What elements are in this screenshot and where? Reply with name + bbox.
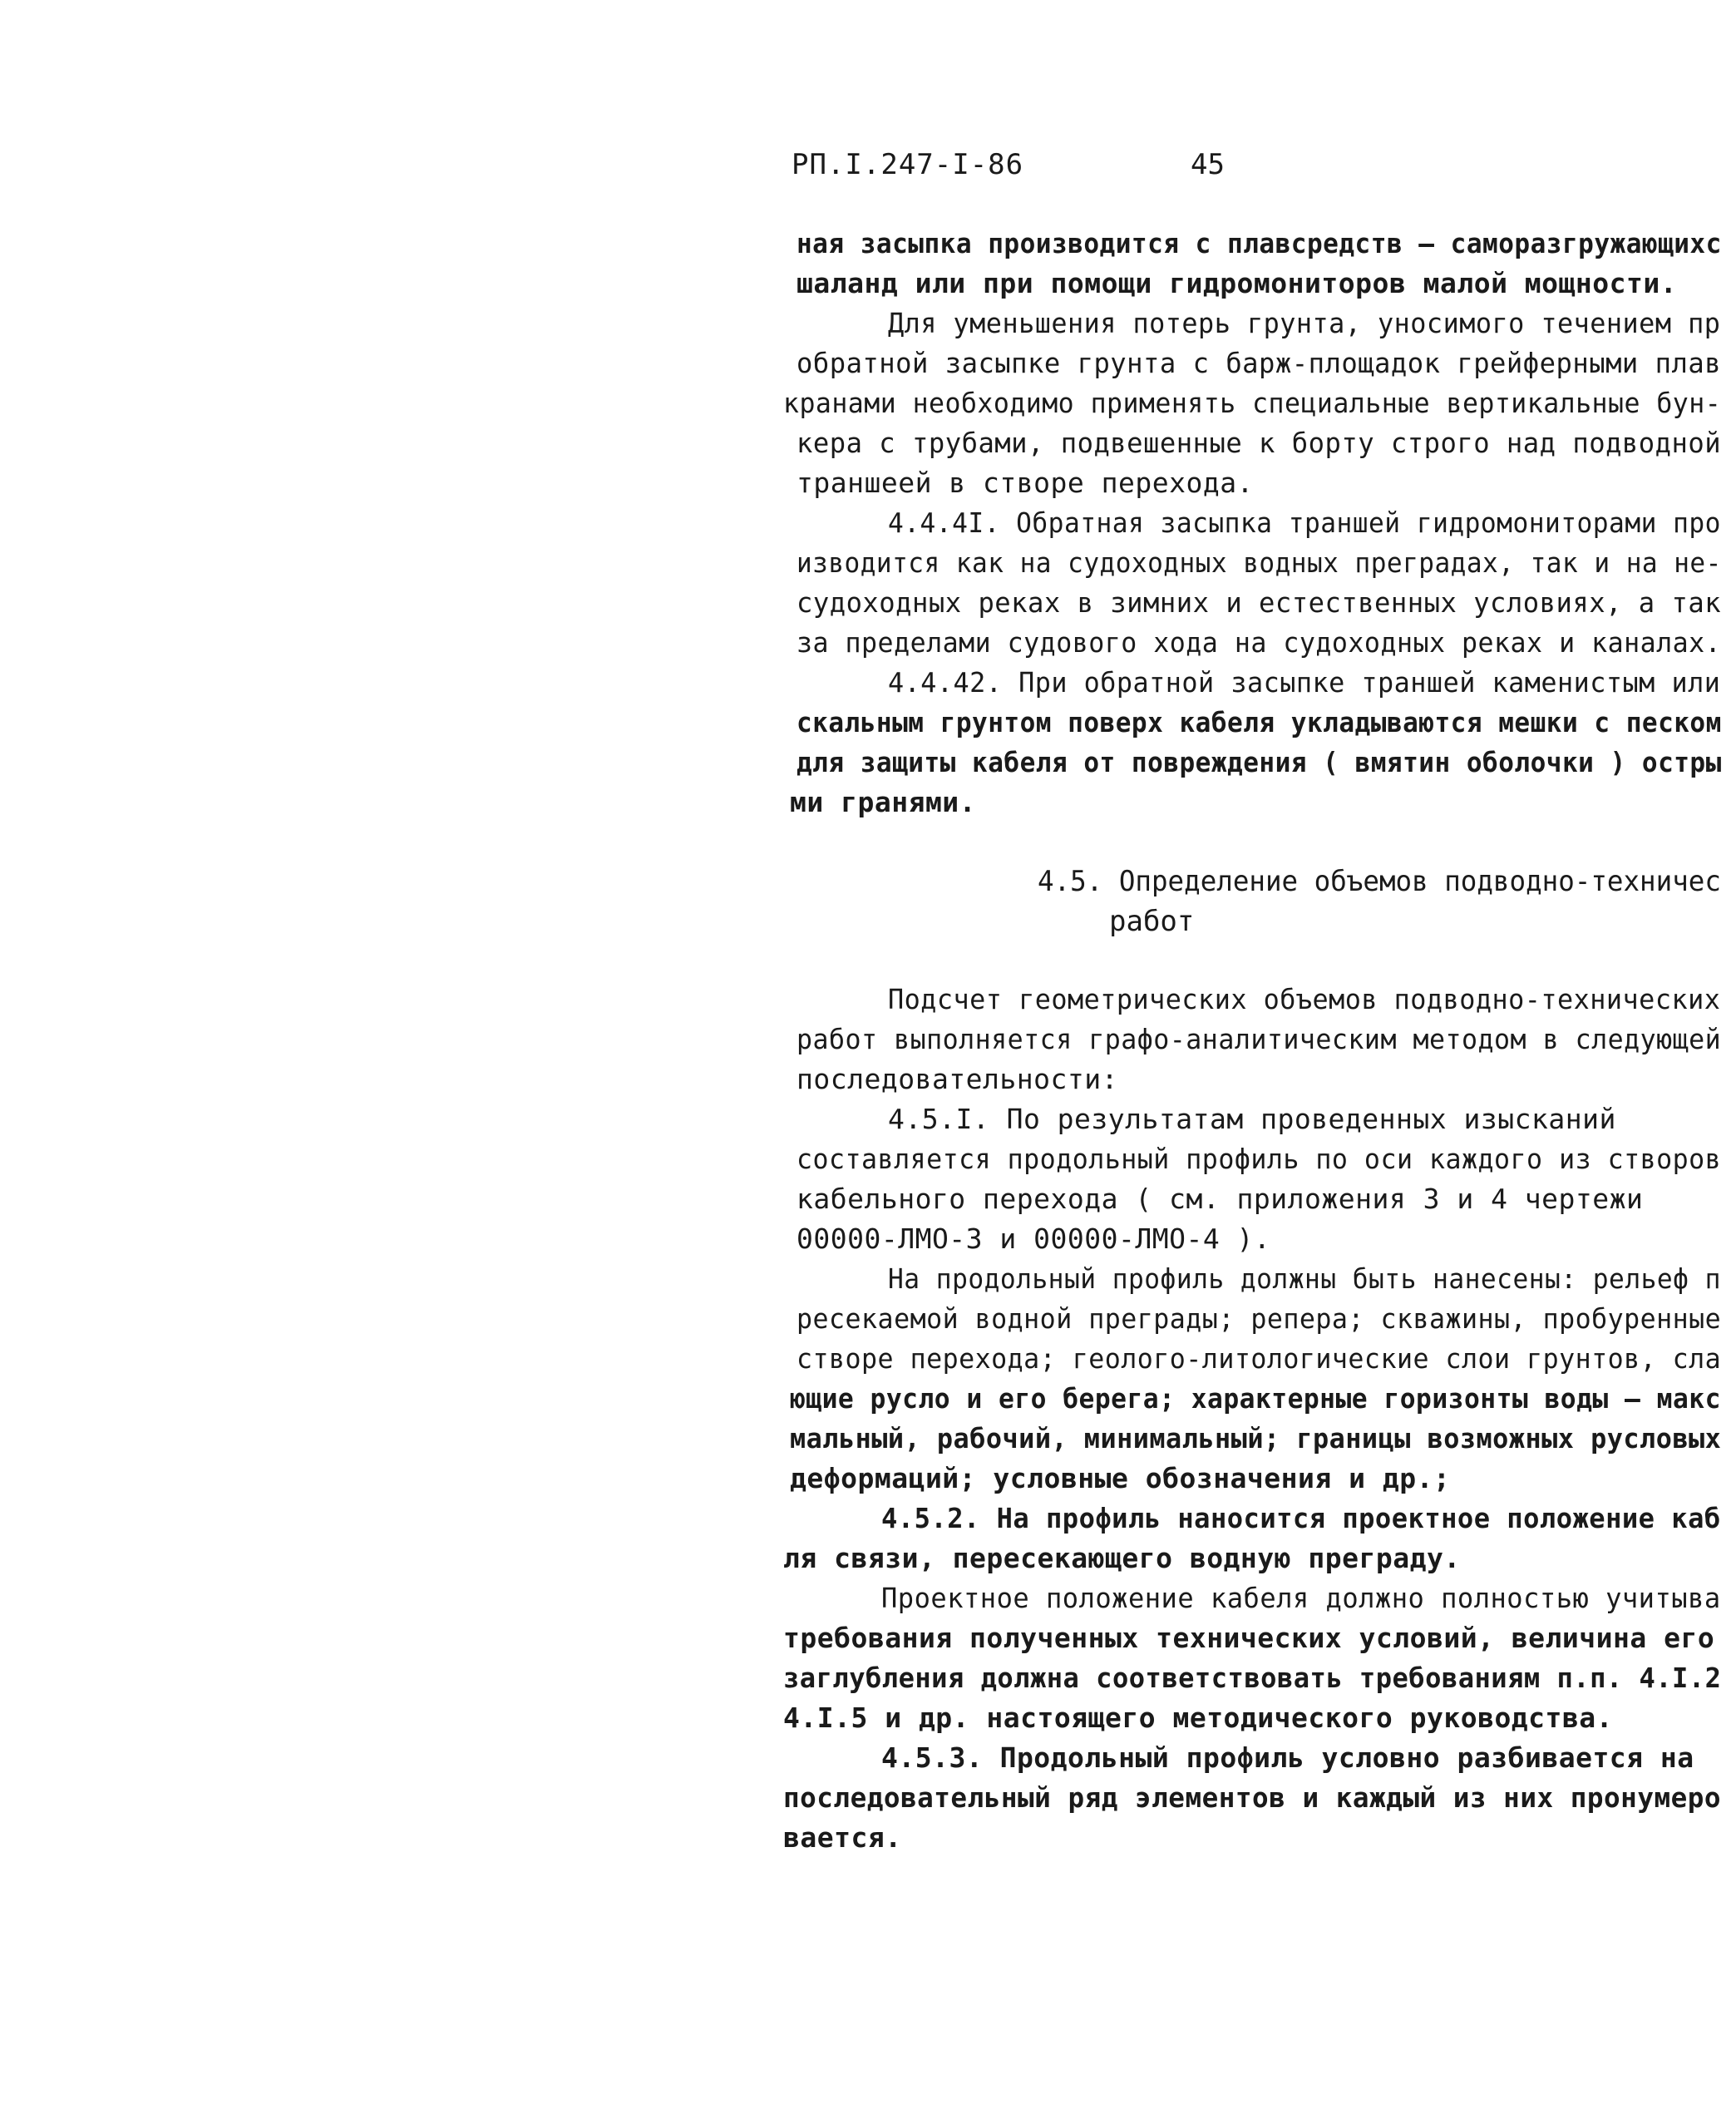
text-line: Проектное положение кабеля должно полностью учитыва: [881, 1582, 1721, 1614]
text-line: кабельного перехода ( см. приложения 3 и 4 чертежи: [796, 1183, 1644, 1215]
text-line: ющие русло и его берега; характерные горизонты воды – макс: [790, 1382, 1721, 1415]
text-line: ми гранями.: [790, 786, 977, 818]
text-line: вается.: [783, 1821, 902, 1854]
text-line: 4.I.5 и др. настоящего методического руководства.: [783, 1701, 1614, 1734]
text-line: траншеей в створе перехода.: [796, 467, 1254, 499]
text-line: шаланд или при помощи гидромониторов малой мощности.: [796, 267, 1678, 299]
text-line: Подсчет геометрических объемов подводно-технических: [888, 983, 1721, 1015]
text-line: 4.5.2. На профиль наносится проектное положение каб: [881, 1502, 1721, 1534]
text-line: ля связи, пересекающего водную преграду.: [783, 1542, 1461, 1574]
section-heading: 4.5. Определение объемов подводно-техничес: [1038, 865, 1721, 898]
text-line: заглубления должна соответствовать требованиям п.п. 4.I.2: [783, 1662, 1722, 1694]
text-line: 4.4.42. При обратной засыпке траншей каменистым или: [888, 666, 1721, 699]
text-line: деформаций; условные обозначения и др.;: [790, 1462, 1451, 1494]
text-line: изводится как на судоходных водных преградах, так и на не-: [796, 546, 1722, 579]
text-line: судоходных реках в зимних и естественных условиях, а так: [796, 586, 1722, 619]
text-line: составляется продольный профиль по оси каждого из створов: [796, 1143, 1722, 1175]
text-line: работ выполняется графо-аналитическим методом в следующей: [796, 1023, 1722, 1055]
text-line: 4.5.3. Продольный профиль условно разбивается на: [881, 1741, 1694, 1774]
text-line: На продольный профиль должны быть нанесены: рельеф п: [888, 1262, 1721, 1295]
text-line: скальным грунтом поверх кабеля укладываются мешки с песком: [796, 706, 1722, 738]
text-line: ресекаемой водной преграды; репера; скважины, пробуренные: [796, 1302, 1722, 1335]
text-line: 4.5.I. По результатам проведенных изысканий: [888, 1103, 1616, 1135]
text-line: створе перехода; геолого-литологические слои грунтов, сла: [796, 1342, 1722, 1375]
text-line: последовательный ряд элементов и каждый из них пронумеро: [783, 1781, 1722, 1814]
document-code: РП.I.247-I-86: [792, 148, 1024, 181]
text-line: требования полученных технических условий, величина его: [783, 1622, 1715, 1654]
text-line: за пределами судового хода на судоходных реках и каналах.: [796, 626, 1722, 659]
text-line: для защиты кабеля от повреждения ( вмятин оболочки ) остры: [796, 746, 1722, 778]
text-line: мальный, рабочий, минимальный; границы возможных русловых: [790, 1422, 1722, 1455]
page-number: 45: [1191, 148, 1225, 181]
text-line: кера с трубами, подвешенные к борту строго над подводной: [796, 427, 1722, 459]
text-line: последовательности:: [796, 1063, 1118, 1095]
text-line: обратной засыпке грунта с барж-площадок грейферными плав: [796, 347, 1722, 379]
text-line: Для уменьшения потерь грунта, уносимого течением пр: [888, 307, 1721, 339]
text-line: 00000-ЛМО-3 и 00000-ЛМО-4 ).: [796, 1222, 1271, 1255]
text-line: ная засыпка производится с плавсредств – саморазгружающихс: [796, 227, 1722, 259]
section-heading-continuation: работ: [1109, 905, 1195, 938]
text-line: 4.4.4I. Обратная засыпка траншей гидромониторами про: [888, 506, 1721, 539]
text-line: кранами необходимо применять специальные вертикальные бун-: [783, 387, 1722, 419]
